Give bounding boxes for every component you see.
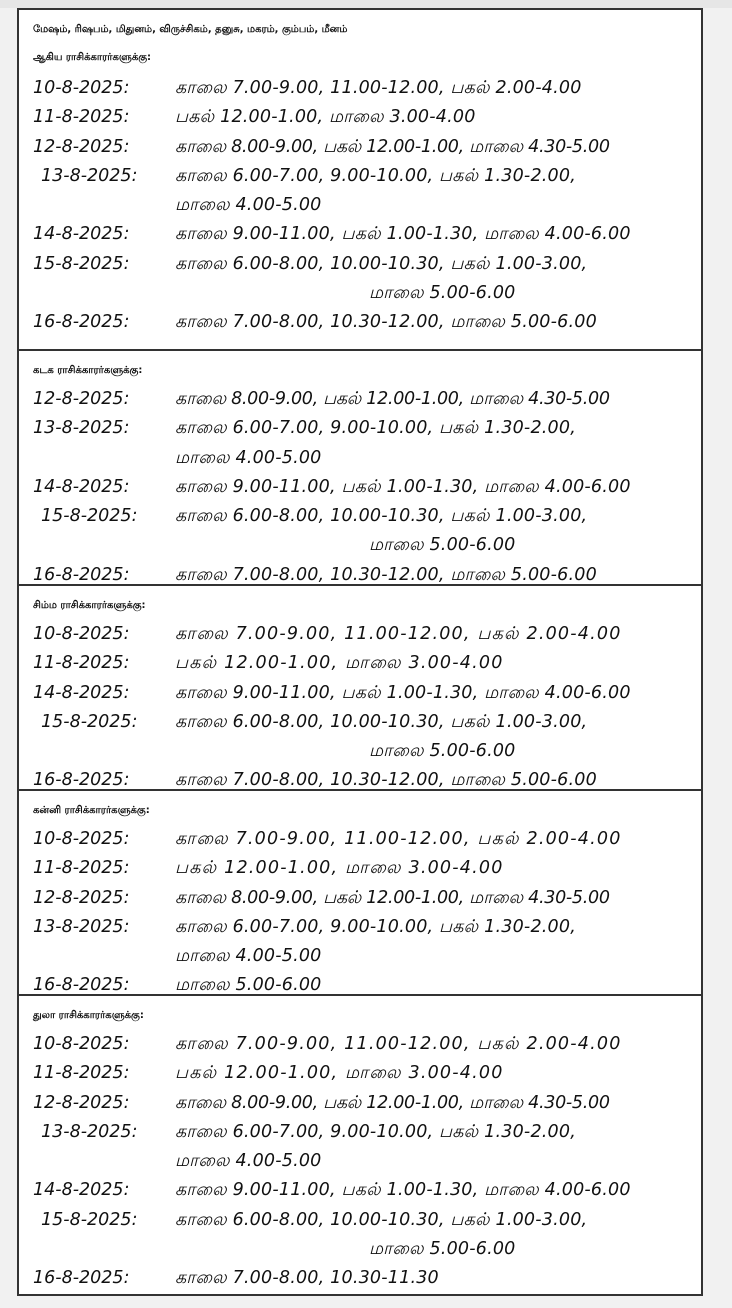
date-label: 13-8-2025:	[33, 916, 130, 937]
section-group-signs	[19, 10, 701, 351]
time-slots-continued: மாலை 5.00-6.00	[369, 283, 516, 304]
date-label: 15-8-2025:	[41, 506, 138, 527]
list-item-continuation	[19, 531, 701, 560]
time-slots: மாலை 5.00-6.00	[175, 975, 322, 996]
date-label: 11-8-2025:	[33, 107, 130, 128]
time-slots: காலை 7.00-9.00, 11.00-12.00, பகல் 2.00-4.00	[175, 78, 582, 98]
list-item	[19, 1059, 701, 1088]
time-slots: காலை 9.00-11.00, பகல் 1.00-1.30, மாலை 4.00-6.00	[175, 1180, 631, 1201]
section-heading: கன்னி ராசிக்காரர்களுக்கு:	[33, 805, 150, 816]
date-label: 14-8-2025:	[33, 682, 130, 703]
list-item	[19, 502, 701, 531]
time-slots: காலை 8.00-9.00, பகல் 12.00-1.00, மாலை 4.30-5.00	[175, 887, 610, 908]
date-label: 14-8-2025:	[33, 1180, 130, 1201]
time-slots-continued: மாலை 5.00-6.00	[369, 535, 516, 556]
section-heading: துலா ராசிக்காரர்களுக்கு:	[33, 1010, 144, 1021]
date-label: 14-8-2025:	[33, 476, 130, 497]
time-slots: காலை 6.00-7.00, 9.00-10.00, பகல் 1.30-2.00,	[175, 1121, 576, 1142]
date-label: 12-8-2025:	[33, 136, 130, 157]
list-item	[19, 884, 701, 913]
date-label: 10-8-2025:	[33, 1034, 130, 1054]
time-slots: காலை 7.00-8.00, 10.30-12.00, மாலை 5.00-6.00	[175, 770, 597, 791]
time-slots: காலை 7.00-8.00, 10.30-12.00, மாலை 5.00-6.00	[175, 564, 597, 585]
date-label: 14-8-2025:	[33, 224, 130, 245]
list-item-continuation	[19, 1235, 701, 1264]
list-item	[19, 220, 701, 249]
list-item-continuation	[19, 942, 701, 971]
time-slots: காலை 6.00-7.00, 9.00-10.00, பகல் 1.30-2.00,	[175, 916, 576, 937]
list-item-continuation	[19, 737, 701, 766]
list-item	[19, 561, 701, 590]
list-item-continuation	[19, 1147, 701, 1176]
date-label: 15-8-2025:	[41, 711, 138, 732]
time-slots: காலை 6.00-7.00, 9.00-10.00, பகல் 1.30-2.00,	[175, 418, 576, 439]
list-item	[19, 1118, 701, 1147]
date-label: 11-8-2025:	[33, 1063, 130, 1084]
section-simmam	[19, 586, 701, 791]
time-slots: காலை 7.00-9.00, 11.00-12.00, பகல் 2.00-4.00	[175, 1034, 622, 1054]
list-item	[19, 74, 701, 103]
time-slots: காலை 6.00-8.00, 10.00-10.30, பகல் 1.00-3.00,	[175, 711, 588, 732]
date-label: 16-8-2025:	[33, 975, 130, 996]
time-slots: காலை 6.00-8.00, 10.00-10.30, பகல் 1.00-3.00,	[175, 253, 588, 274]
section-kanni	[19, 791, 701, 996]
date-label: 10-8-2025:	[33, 829, 130, 849]
date-label: 12-8-2025:	[33, 1092, 130, 1113]
time-slots: பகல் 12.00-1.00, மாலை 3.00-4.00	[175, 653, 504, 674]
time-slots-continued: மாலை 5.00-6.00	[369, 1239, 516, 1260]
time-slots: காலை 8.00-9.00, பகல் 12.00-1.00, மாலை 4.30-5.00	[175, 136, 610, 157]
list-item	[19, 620, 701, 649]
list-item	[19, 308, 701, 337]
time-slots: காலை 7.00-9.00, 11.00-12.00, பகல் 2.00-4.00	[175, 624, 622, 644]
list-item-continuation	[19, 191, 701, 220]
list-item	[19, 649, 701, 678]
date-label: 16-8-2025:	[33, 770, 130, 791]
list-item	[19, 103, 701, 132]
list-item	[19, 1206, 701, 1235]
date-label: 11-8-2025:	[33, 858, 130, 879]
section-heading: மேஷம், ரிஷபம், மிதுனம், விருச்சிகம், தனுசு, மகரம், கும்பம், மீனம்	[33, 24, 348, 35]
date-label: 13-8-2025:	[41, 165, 138, 186]
date-label: 11-8-2025:	[33, 653, 130, 674]
time-slots: காலை 9.00-11.00, பகல் 1.00-1.30, மாலை 4.00-6.00	[175, 224, 631, 245]
list-item	[19, 414, 701, 443]
date-label: 16-8-2025:	[33, 312, 130, 333]
section-heading: கடக ராசிக்காரர்களுக்கு:	[33, 365, 143, 376]
time-slots: காலை 9.00-11.00, பகல் 1.00-1.30, மாலை 4.00-6.00	[175, 682, 631, 703]
time-slots: காலை 7.00-8.00, 10.30-12.00, மாலை 5.00-6.00	[175, 312, 597, 333]
time-slots: காலை 8.00-9.00, பகல் 12.00-1.00, மாலை 4.30-5.00	[175, 389, 610, 409]
date-label: 10-8-2025:	[33, 78, 130, 98]
time-slots: பகல் 12.00-1.00, மாலை 3.00-4.00	[175, 1063, 504, 1084]
list-item	[19, 854, 701, 883]
list-item	[19, 708, 701, 737]
list-item	[19, 1089, 701, 1118]
date-label: 12-8-2025:	[33, 887, 130, 908]
date-label: 10-8-2025:	[33, 624, 130, 644]
list-item	[19, 971, 701, 1000]
date-label: 15-8-2025:	[33, 253, 130, 274]
time-slots: பகல் 12.00-1.00, மாலை 3.00-4.00	[175, 858, 504, 879]
list-item	[19, 825, 701, 854]
time-slots-continued: மாலை 4.00-5.00	[175, 946, 322, 967]
list-item-continuation	[19, 279, 701, 308]
date-label: 13-8-2025:	[41, 1121, 138, 1142]
time-slots: காலை 6.00-8.00, 10.00-10.30, பகல் 1.00-3.00,	[175, 506, 588, 527]
time-slots: காலை 6.00-8.00, 10.00-10.30, பகல் 1.00-3.00,	[175, 1209, 588, 1230]
list-item	[19, 1176, 701, 1205]
time-slots-continued: மாலை 4.00-5.00	[175, 1151, 322, 1172]
section-heading: சிம்ம ராசிக்காரர்களுக்கு:	[33, 600, 146, 611]
time-slots-continued: மாலை 4.00-5.00	[175, 195, 322, 216]
date-label: 13-8-2025:	[33, 418, 130, 439]
list-item	[19, 1030, 701, 1059]
date-label: 16-8-2025:	[33, 1268, 130, 1289]
time-slots: பகல் 12.00-1.00, மாலை 3.00-4.00	[175, 107, 476, 128]
time-table-frame	[17, 8, 703, 1296]
section-kadagam	[19, 351, 701, 586]
section-heading-line2: ஆகிய ராசிக்காரர்களுக்கு:	[33, 52, 152, 63]
time-slots: காலை 7.00-8.00, 10.30-11.30	[175, 1268, 439, 1289]
list-item	[19, 162, 701, 191]
list-item	[19, 766, 701, 795]
time-slots: காலை 8.00-9.00, பகல் 12.00-1.00, மாலை 4.30-5.00	[175, 1092, 610, 1113]
date-label: 15-8-2025:	[41, 1209, 138, 1230]
list-item	[19, 913, 701, 942]
date-label: 16-8-2025:	[33, 564, 130, 585]
time-slots-continued: மாலை 4.00-5.00	[175, 447, 322, 468]
list-item	[19, 250, 701, 279]
time-slots: காலை 7.00-9.00, 11.00-12.00, பகல் 2.00-4.00	[175, 829, 622, 849]
time-slots: காலை 9.00-11.00, பகல் 1.00-1.30, மாலை 4.00-6.00	[175, 476, 631, 497]
top-strip	[0, 0, 732, 8]
list-item-continuation	[19, 444, 701, 473]
list-item	[19, 1264, 701, 1293]
section-thulaam	[19, 996, 701, 1294]
list-item	[19, 473, 701, 502]
list-item	[19, 679, 701, 708]
time-slots-continued: மாலை 5.00-6.00	[369, 741, 516, 762]
list-item	[19, 133, 701, 162]
list-item	[19, 385, 701, 414]
time-slots: காலை 6.00-7.00, 9.00-10.00, பகல் 1.30-2.00,	[175, 165, 576, 186]
date-label: 12-8-2025:	[33, 389, 130, 409]
